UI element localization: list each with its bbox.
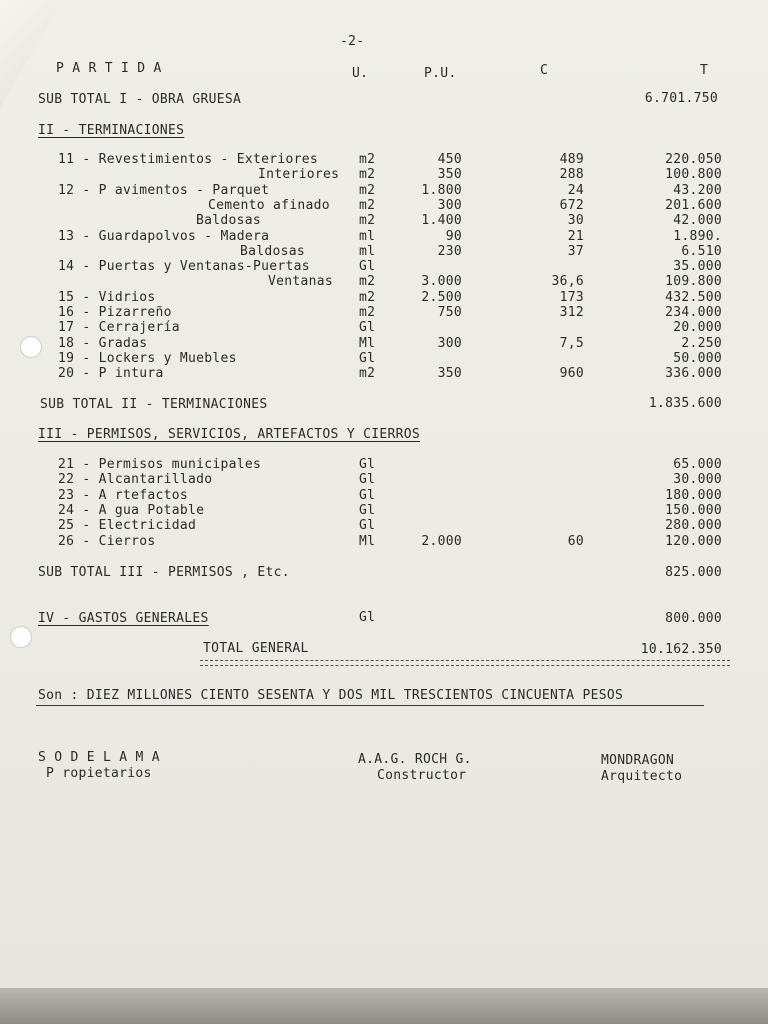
item-unit-price: 2.000: [421, 533, 462, 549]
item-unit: Gl: [359, 487, 376, 503]
item-quantity: 960: [559, 366, 584, 382]
page-number: -2-: [340, 34, 365, 49]
item-total: 100.800: [665, 167, 722, 183]
item-label: Ventanas: [268, 274, 334, 290]
subtotal-1-label: SUB TOTAL I - OBRA GRUESA: [38, 92, 242, 107]
section-3-title: III - PERMISOS, SERVICIOS, ARTEFACTOS Y CIERROS: [38, 427, 420, 442]
item-unit-price: 750: [437, 305, 462, 320]
item-unit: m2: [359, 167, 376, 183]
item-label: 12 - P avimentos - Parquet: [58, 182, 270, 198]
item-quantity: 37: [567, 243, 584, 259]
item-total: 150.000: [665, 502, 722, 518]
item-unit-price: 1.800: [421, 182, 462, 198]
item-total: 180.000: [665, 487, 722, 503]
item-total: 234.000: [665, 305, 722, 320]
signature-name-owners: S O D E L A M A: [38, 750, 160, 765]
item-unit-price: 90: [445, 228, 462, 244]
item-quantity: 672: [559, 197, 584, 213]
item-label: 22 - Alcantarillado: [58, 472, 213, 488]
item-unit-price: 450: [437, 152, 462, 167]
item-label: 18 - Gradas: [58, 335, 148, 351]
item-unit: m2: [359, 305, 376, 320]
item-unit-price: 300: [437, 197, 462, 213]
punch-hole: [10, 626, 32, 648]
item-total: 42.000: [673, 213, 722, 229]
item-unit: Gl: [359, 472, 376, 488]
item-unit: m2: [359, 182, 376, 198]
item-label: 26 - Cierros: [58, 533, 156, 549]
double-rule: [200, 660, 730, 666]
punch-hole: [20, 336, 42, 358]
item-quantity: 60: [567, 533, 584, 549]
signature-role-architect: Arquitecto: [601, 769, 683, 784]
item-unit-price: 1.400: [421, 213, 462, 229]
item-unit-price: 3.000: [421, 274, 462, 290]
subtotal-3-label: SUB TOTAL III - PERMISOS , Etc.: [38, 565, 290, 580]
underline-rule: [36, 705, 704, 706]
item-total: 336.000: [665, 366, 722, 382]
item-total: 432.500: [665, 289, 722, 305]
item-quantity: 173: [559, 289, 584, 305]
item-unit: Gl: [359, 518, 376, 534]
subtotal-3-value: 825.000: [665, 565, 722, 580]
signature-role-owners: P ropietarios: [46, 766, 152, 781]
item-label: 14 - Puertas y Ventanas-Puertas: [58, 259, 310, 275]
subtotal-1-value: 6.701.750: [644, 91, 718, 106]
header-partida: P A R T I D A: [56, 61, 162, 76]
item-quantity: 489: [559, 152, 584, 167]
item-total: 280.000: [665, 518, 722, 534]
item-unit: Gl: [359, 457, 376, 472]
item-label: 19 - Lockers y Muebles: [58, 350, 237, 366]
item-unit: Gl: [359, 350, 376, 366]
item-unit: Gl: [359, 320, 376, 336]
item-unit: ml: [359, 228, 376, 244]
header-unit: U.: [352, 66, 369, 81]
item-label: 11 - Revestimientos - Exteriores: [58, 152, 319, 167]
item-total: 201.600: [665, 197, 722, 213]
item-total: 30.000: [673, 472, 722, 488]
item-label: Baldosas: [196, 213, 262, 229]
header-quantity: C: [540, 63, 549, 78]
item-unit: Gl: [359, 502, 376, 518]
section-4-title: IV - GASTOS GENERALES: [38, 611, 209, 626]
item-unit-price: 350: [437, 167, 462, 183]
item-label: 25 - Electricidad: [58, 518, 197, 534]
item-total: 109.800: [665, 274, 722, 290]
item-unit-price: 350: [437, 366, 462, 382]
item-label: Interiores: [258, 167, 340, 183]
item-total: 35.000: [673, 259, 722, 275]
total-general-value: 10.162.350: [640, 642, 722, 657]
item-unit: ml: [359, 243, 376, 259]
background-surface: [0, 988, 768, 1024]
signature-role-constructor: Constructor: [377, 768, 467, 783]
item-label: 15 - Vidrios: [58, 289, 156, 305]
item-unit: m2: [359, 366, 376, 382]
item-total: 2.250: [681, 335, 722, 351]
item-total: 220.050: [665, 152, 722, 167]
item-total: 1.890.: [673, 228, 722, 244]
item-unit: m2: [359, 152, 376, 167]
item-quantity: 312: [559, 305, 584, 320]
item-quantity: 288: [559, 167, 584, 183]
item-label: 17 - Cerrajería: [58, 320, 180, 336]
item-unit-price: 2.500: [421, 289, 462, 305]
item-unit-price: 230: [437, 243, 462, 259]
item-quantity: 24: [567, 182, 584, 198]
item-unit: Ml: [359, 533, 376, 549]
section-4-value: 800.000: [665, 611, 722, 626]
item-total: 65.000: [673, 457, 722, 472]
total-general-label: TOTAL GENERAL: [203, 641, 309, 656]
item-total: 43.200: [673, 182, 722, 198]
item-label: Cemento afinado: [208, 197, 330, 213]
item-total: 20.000: [673, 320, 722, 336]
item-label: Baldosas: [240, 243, 306, 259]
amount-in-words: Son : DIEZ MILLONES CIENTO SESENTA Y DOS MIL TRESCIENTOS CINCUENTA PESOS: [38, 688, 624, 703]
subtotal-2-value: 1.835.600: [648, 396, 722, 411]
item-label: 20 - P intura: [58, 366, 164, 382]
item-quantity: 36,6: [551, 274, 584, 290]
signature-name-architect: MONDRAGON: [601, 753, 675, 768]
item-label: 21 - Permisos municipales: [58, 457, 262, 472]
item-unit: Ml: [359, 335, 376, 351]
item-label: 24 - A gua Potable: [58, 502, 205, 518]
section-2-title: II - TERMINACIONES: [38, 123, 185, 138]
item-label: 13 - Guardapolvos - Madera: [58, 228, 270, 244]
item-total: 6.510: [681, 243, 722, 259]
item-quantity: 30: [567, 213, 584, 229]
item-label: 16 - Pizarreño: [58, 305, 172, 320]
header-total: T: [700, 63, 709, 78]
subtotal-2-label: SUB TOTAL II - TERMINACIONES: [40, 397, 268, 412]
signature-name-constructor: A.A.G. ROCH G.: [358, 752, 472, 767]
item-unit-price: 300: [437, 335, 462, 351]
item-unit: m2: [359, 289, 376, 305]
item-quantity: 7,5: [559, 335, 584, 351]
item-label: 23 - A rtefactos: [58, 487, 189, 503]
section-4-unit: Gl: [359, 610, 376, 625]
item-total: 120.000: [665, 533, 722, 549]
item-unit: m2: [359, 197, 376, 213]
header-unit-price: P.U.: [424, 66, 457, 81]
item-quantity: 21: [567, 228, 584, 244]
item-total: 50.000: [673, 350, 722, 366]
item-unit: m2: [359, 213, 376, 229]
item-unit: Gl: [359, 259, 376, 275]
item-unit: m2: [359, 274, 376, 290]
